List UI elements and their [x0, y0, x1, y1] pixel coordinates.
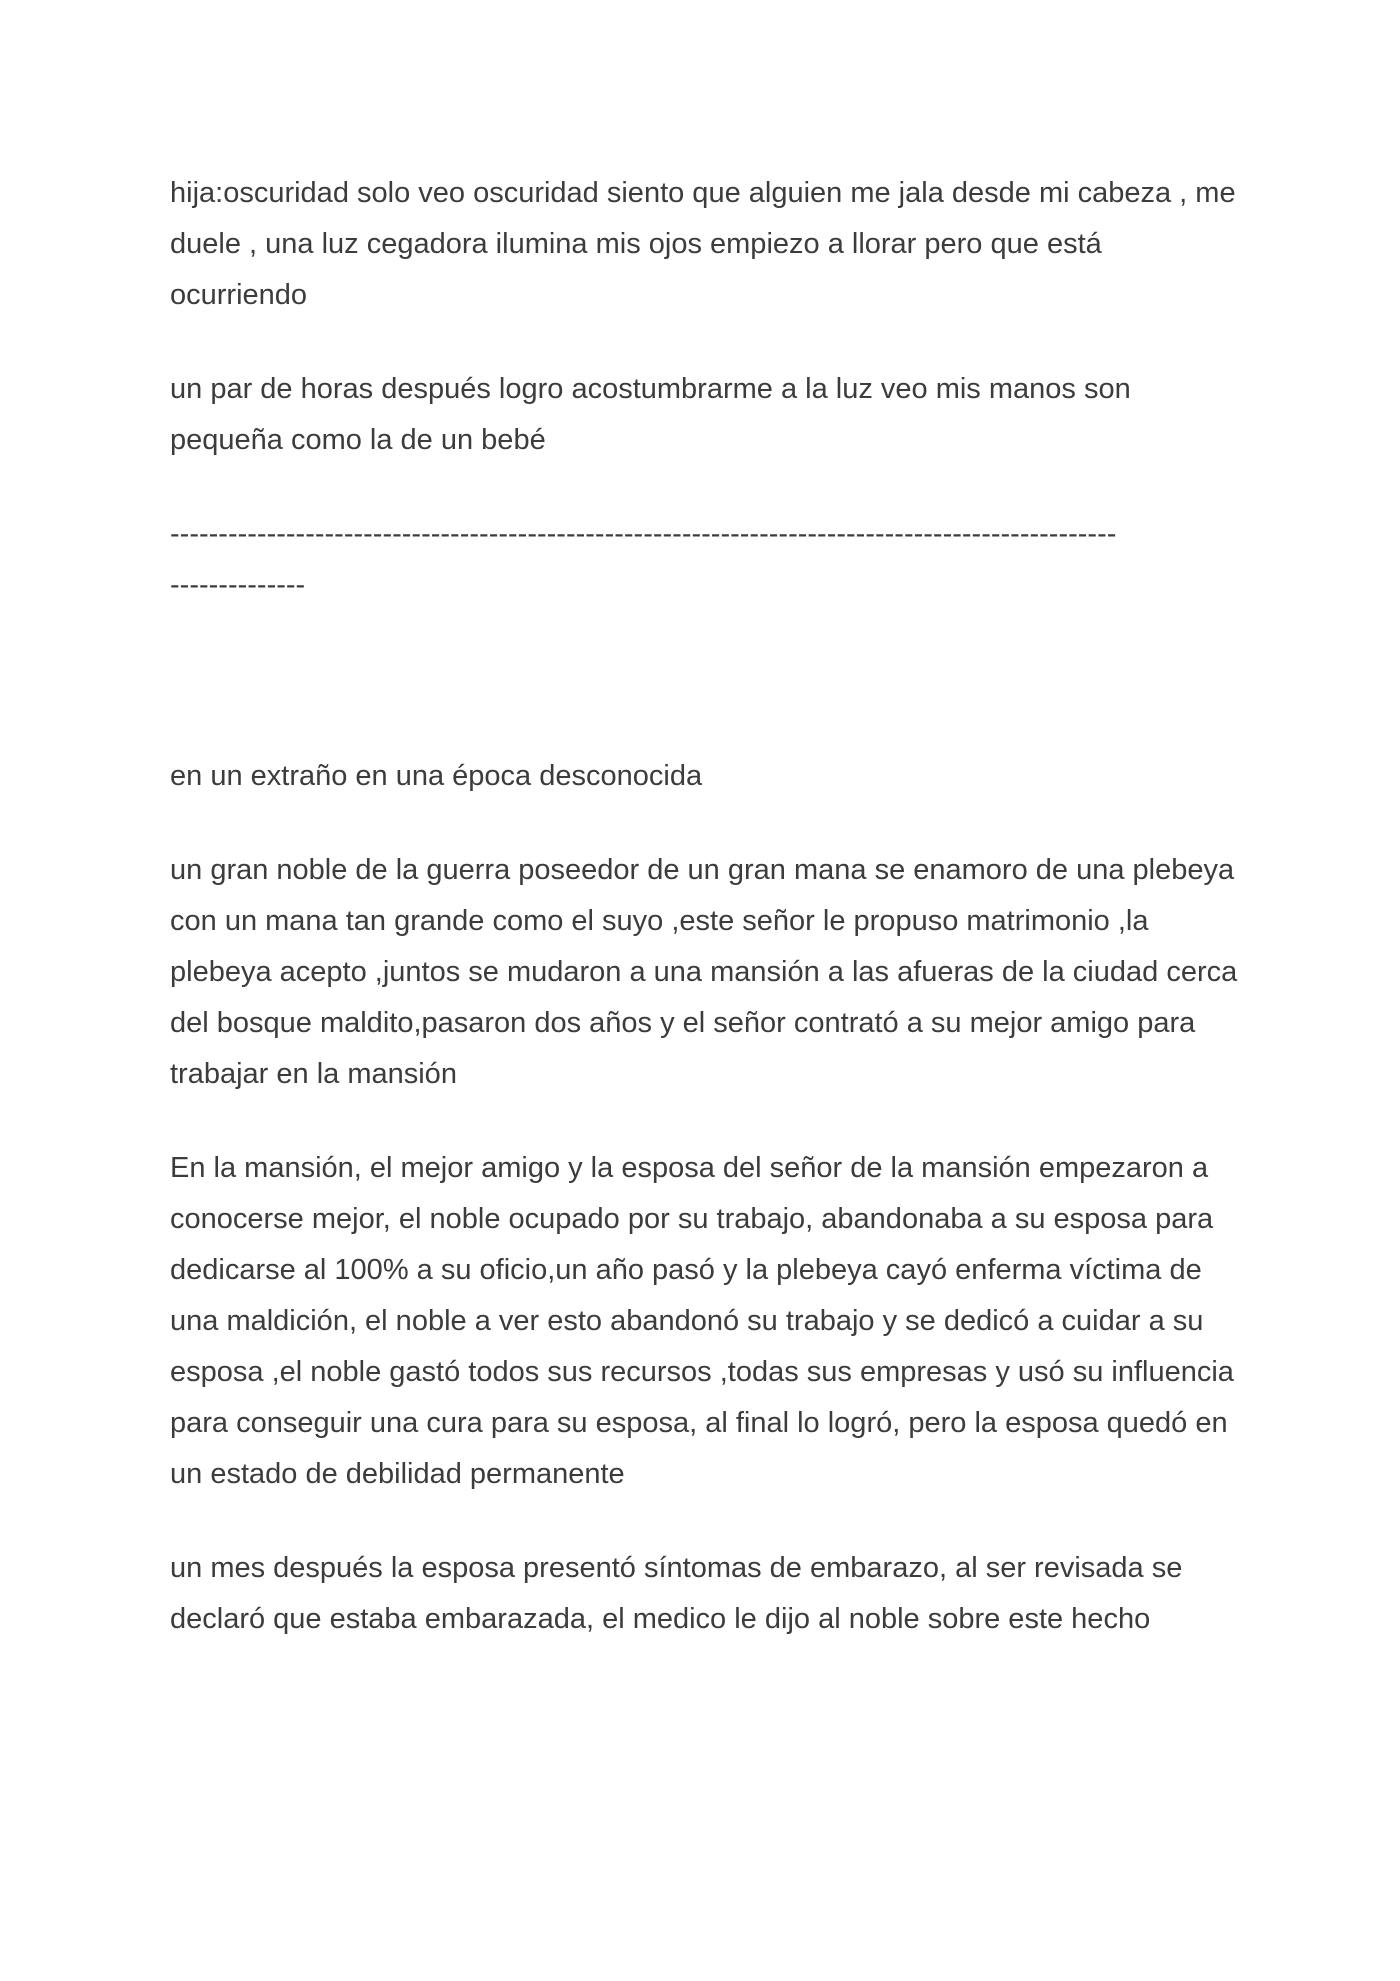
section-divider — [170, 509, 1240, 611]
paragraph-curse-illness: En la mansión, el mejor amigo y la esposa del señor de la mansión empezaron a conocerse mejor, el noble ocupado por su trabajo, abandonaba a su esposa para dedicarse al 100% a su oficio,un año pasó y la plebeya cayó enferma víctima de una maldición, el noble a ver esto abandonó su trabajo y se dedicó a cuidar a su esposa ,el noble gastó todos sus recursos ,todas sus empresas y usó su influencia para conseguir una cura para su esposa, al final lo logró, pero la esposa quedó en un estado de debilidad permanente — [170, 1152, 1234, 1490]
divider-line: -------------- — [170, 569, 306, 601]
paragraph-pregnancy: un mes después la esposa presentó síntomas de embarazo, al ser revisada se declaró que estaba embarazada, el medico le dijo al noble sobre este hecho — [170, 1552, 1183, 1635]
paragraph-unknown-era: en un extraño en una época desconocida — [170, 760, 703, 792]
paragraph-birth-darkness: hija:oscuridad solo veo oscuridad siento que alguien me jala desde mi cabeza , me duele , una luz cegadora ilumina mis ojos empiezo a llorar pero que está ocurriendo — [170, 177, 1236, 311]
paragraph-noble-marriage: un gran noble de la guerra poseedor de un gran mana se enamoro de una plebeya con un mana tan grande como el suyo ,este señor le propuso matrimonio ,la plebeya acepto ,juntos se mudaron a una mansión a las afueras de la ciudad cerca del bosque maldito,pasaron dos años y el señor contrató a su mejor amigo para trabajar en la mansión — [170, 854, 1238, 1090]
document-body — [170, 168, 1240, 1688]
divider-line: -------------------------------------------------------------------------------------------------- — [170, 518, 1117, 550]
paragraph-baby-hands: un par de horas después logro acostumbrarme a la luz veo mis manos son pequeña como la de un bebé — [170, 373, 1131, 456]
